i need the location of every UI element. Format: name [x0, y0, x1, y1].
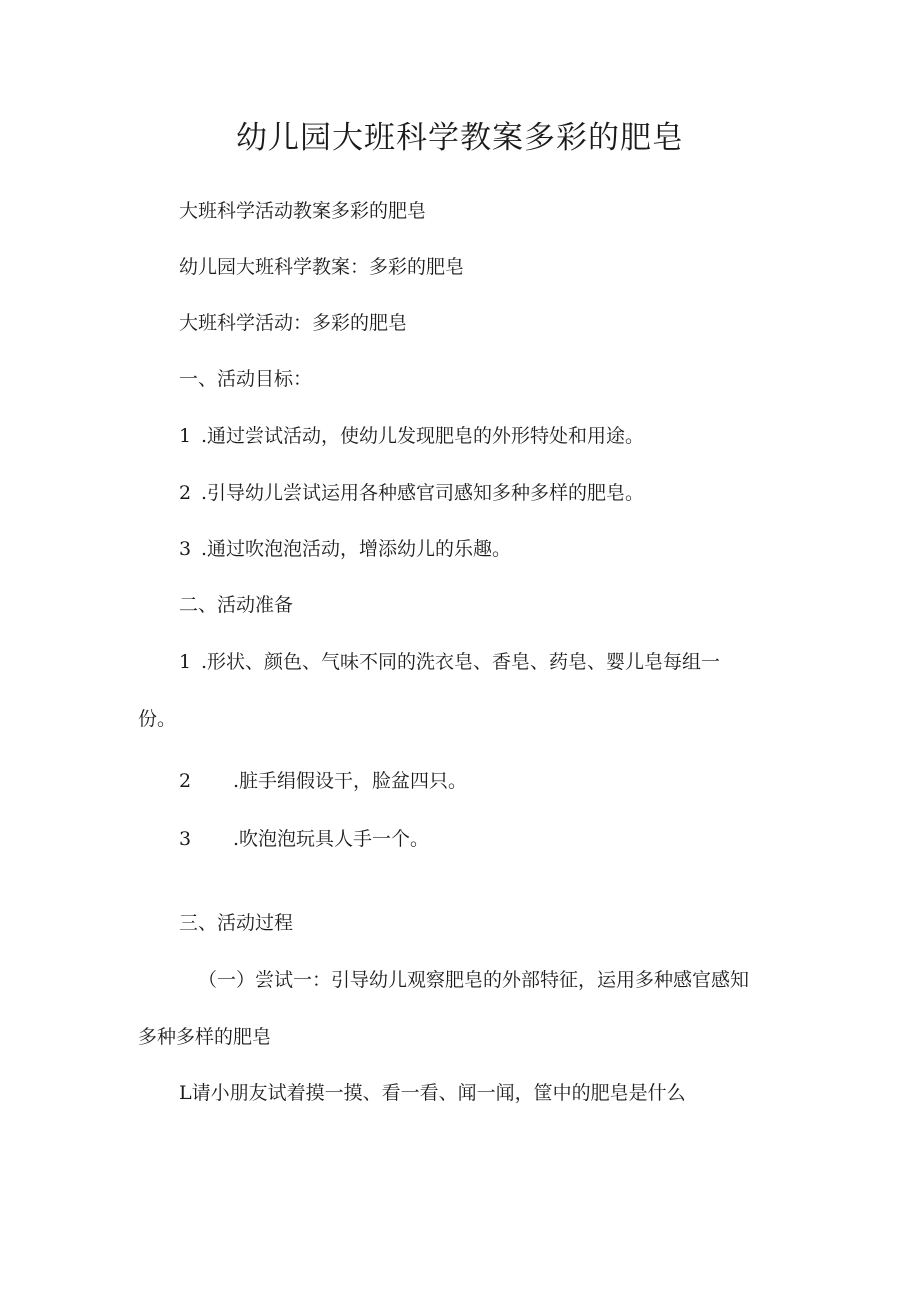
document-title: 幼儿园大班科学教案多彩的肥皂 — [236, 120, 684, 156]
section-3-heading: 三、活动过程 — [179, 912, 294, 934]
list-item — [179, 484, 644, 503]
list-item — [179, 830, 429, 849]
list-item-text: .吹泡泡玩具人手一个。 — [233, 828, 430, 850]
list-item-number: 3 — [179, 828, 192, 850]
list-item-number: 2 — [179, 482, 192, 504]
list-item — [179, 540, 511, 559]
list-item-text: .脏手绢假设干，脸盆四只。 — [233, 770, 468, 792]
list-item — [179, 772, 467, 791]
list-item-text: .通过吹泡泡活动，增添幼儿的乐趣。 — [201, 538, 512, 560]
subtitle-line-1: 大班科学活动教案多彩的肥皂 — [179, 200, 427, 222]
list-item-number: 1 — [179, 651, 192, 673]
step-1-item-1: L请小朋友试着摸一摸、看一看、闻一闻，筐中的肥皂是什么 — [179, 1082, 686, 1104]
list-item-text: .形状、颜色、气味不同的洗衣皂、香皂、药皂、婴儿皂每组一 — [201, 651, 721, 673]
list-item — [179, 653, 720, 672]
list-item — [179, 427, 644, 446]
section-2-heading: 二、活动准备 — [179, 594, 294, 616]
list-item-number: 3 — [179, 538, 192, 560]
step-1-line-1: （一）尝试一：引导幼儿观察肥皂的外部特征，运用多种感官感知 — [198, 969, 750, 991]
list-item-number: 1 — [179, 425, 192, 447]
list-item-continuation: 份。 — [138, 708, 177, 730]
list-item-text: .通过尝试活动，使幼儿发现肥皂的外形特处和用途。 — [201, 425, 645, 447]
step-1-line-2: 多种多样的肥皂 — [138, 1026, 272, 1048]
subtitle-line-2: 幼儿园大班科学教案：多彩的肥皂 — [179, 256, 465, 278]
list-item-number: 2 — [179, 770, 192, 792]
subtitle-line-3: 大班科学活动：多彩的肥皂 — [179, 312, 408, 334]
section-1-heading: 一、活动目标： — [179, 368, 313, 390]
list-item-text: .引导幼儿尝试运用各种感官司感知多种多样的肥皂。 — [201, 482, 645, 504]
